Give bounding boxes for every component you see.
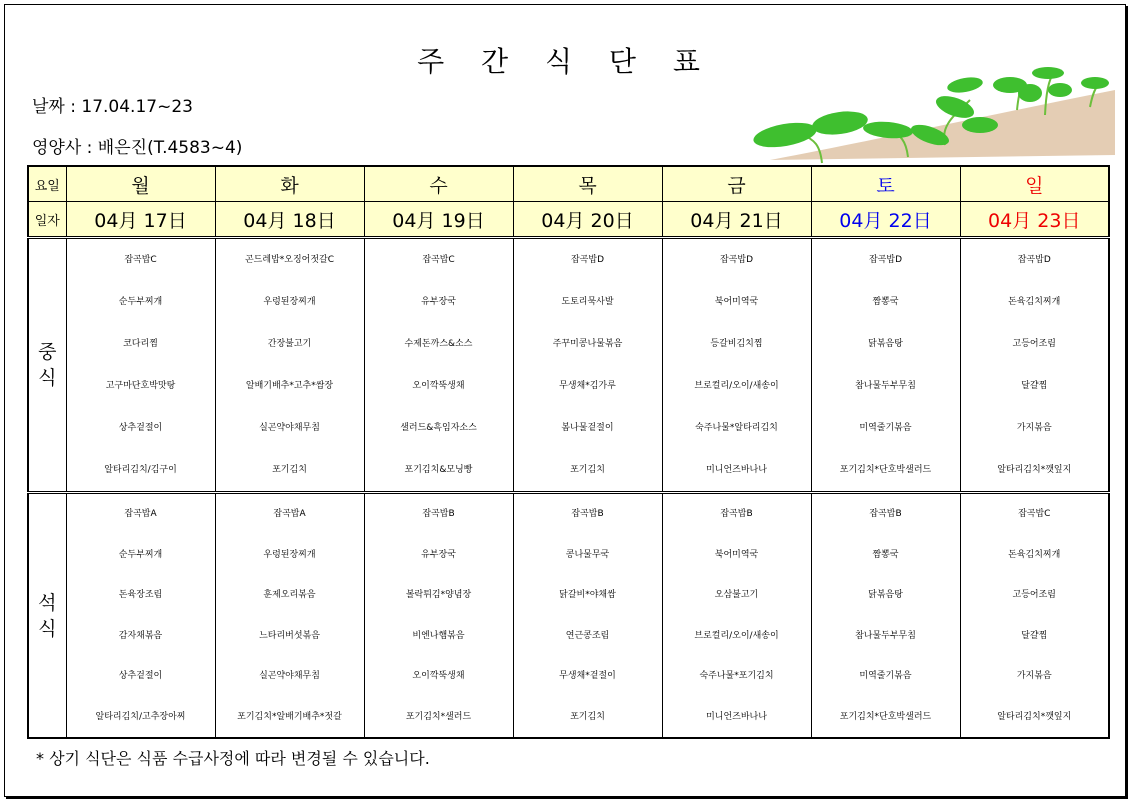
meal-label-char: 석	[38, 591, 57, 614]
menu-item: 알타리김치/김구이	[104, 465, 177, 475]
menu-item: 잡곡밥B	[869, 509, 902, 519]
menu-item: 샐러드&흑임자소스	[400, 423, 477, 433]
menu-item: 순두부찌개	[118, 297, 163, 307]
menu-item: 도토리묵사발	[561, 297, 614, 307]
menu-item: 감자채볶음	[118, 630, 163, 641]
menu-item: 유부장국	[421, 297, 456, 307]
menu-item: 닭갈비*야채쌈	[559, 590, 616, 600]
day-mon: 월	[66, 166, 215, 202]
menu-item: 브로컬리/오이/새송이	[694, 630, 779, 641]
menu-cell	[811, 238, 960, 493]
date-mon: 04月 17日	[66, 202, 215, 238]
menu-item: 곤드레밥*오징어젓갈C	[244, 255, 335, 265]
menu-item: 참나물두부무침	[855, 381, 916, 391]
menu-item: 포기김치	[570, 711, 605, 722]
menu-item: 짬뽕국	[872, 297, 899, 307]
menu-cell	[662, 238, 811, 493]
menu-item: 유부장국	[421, 549, 456, 560]
menu-item: 고구마단호박맛탕	[105, 381, 176, 391]
page-title: 주 간 식 단 표	[417, 45, 714, 78]
dietitian-info: 영양사 : 배은진(T.4583~4)	[32, 138, 243, 158]
menu-item: 돈육김치찌개	[1008, 297, 1061, 307]
menu-cell	[364, 493, 513, 739]
menu-item: 우렁된장찌개	[263, 549, 316, 560]
menu-item: 잡곡밥B	[571, 509, 604, 519]
date-wed: 04月 19日	[364, 202, 513, 238]
menu-item: 돈육김치찌개	[1008, 549, 1061, 560]
menu-item: 포기김치&모닝빵	[404, 465, 473, 475]
dinner-row	[28, 493, 1109, 739]
footer-note: * 상기 식단은 식품 수급사정에 따라 변경될 수 있습니다.	[36, 749, 430, 768]
menu-item: 우렁된장찌개	[263, 297, 316, 307]
menu-item: 참나물두부무침	[855, 630, 916, 641]
menu-item: 느타리버섯볶음	[259, 630, 320, 641]
menu-item: 볼락튀김*양념장	[405, 590, 472, 600]
menu-item: 미니언즈바나나	[706, 711, 767, 722]
menu-item: 닭볶음탕	[868, 339, 903, 349]
day-sun: 일	[960, 166, 1109, 202]
menu-item: 훈제오리볶음	[263, 590, 316, 600]
date-sun: 04月 23日	[960, 202, 1109, 238]
menu-item: 잡곡밥C	[124, 255, 157, 265]
menu-item: 잡곡밥D	[570, 255, 604, 265]
menu-item: 포기김치*단호박샐러드	[839, 711, 932, 722]
lunch-row	[28, 238, 1109, 493]
menu-item: 브로컬리/오이/새송이	[694, 381, 779, 391]
date-range: 날짜 : 17.04.17~23	[32, 97, 193, 117]
date-label: 일자	[28, 202, 66, 238]
meal-label-lunch	[28, 238, 66, 493]
menu-cell	[960, 493, 1109, 739]
date-fri: 04月 21日	[662, 202, 811, 238]
menu-item: 오삼불고기	[714, 590, 759, 600]
menu-item: 수제돈까스&소스	[404, 339, 473, 349]
menu-cell	[66, 493, 215, 739]
menu-item: 봄나물겉절이	[561, 423, 614, 433]
day-sat: 토	[811, 166, 960, 202]
menu-item: 포기김치*단호박샐러드	[839, 465, 932, 475]
menu-item: 잡곡밥A	[273, 509, 306, 519]
menu-item: 잡곡밥D	[868, 255, 902, 265]
menu-item: 상추겉절이	[118, 671, 163, 681]
date-sat: 04月 22日	[811, 202, 960, 238]
menu-cell	[364, 238, 513, 493]
menu-item: 고등어조림	[1012, 339, 1056, 349]
menu-item: 무생채*김가루	[559, 381, 616, 391]
menu-item: 잡곡밥D	[719, 255, 753, 265]
menu-item: 실곤약야채무침	[259, 671, 320, 681]
date-thu: 04月 20日	[513, 202, 662, 238]
meal-label-dinner	[28, 493, 66, 739]
day-row	[28, 166, 1109, 202]
menu-item: 북어미역국	[714, 549, 759, 560]
menu-item: 비엔나햄볶음	[412, 630, 465, 641]
menu-item: 미니언즈바나나	[706, 465, 767, 475]
menu-item: 잡곡밥D	[1017, 255, 1051, 265]
menu-item: 잡곡밥A	[124, 509, 157, 519]
menu-item: 미역줄기볶음	[859, 671, 912, 681]
menu-item: 코다리찜	[123, 339, 158, 349]
menu-item: 숙주나물*알타리김치	[695, 423, 778, 433]
menu-cell	[960, 238, 1109, 493]
menu-item: 돈육장조림	[118, 590, 163, 600]
menu-item: 포기김치*알배기배추*젓갈	[237, 711, 342, 722]
menu-item: 콩나물무국	[565, 549, 610, 560]
menu-cell	[811, 493, 960, 739]
menu-item: 실곤약야채무침	[259, 423, 320, 433]
meal-label-char: 중	[38, 341, 57, 363]
menu-item: 알타리김치*깻잎지	[997, 465, 1072, 475]
menu-cell	[215, 238, 364, 493]
day-tue: 화	[215, 166, 364, 202]
menu-item: 고등어조림	[1012, 590, 1056, 600]
menu-item: 포기김치	[570, 465, 605, 475]
menu-cell	[66, 238, 215, 493]
menu-cell	[215, 493, 364, 739]
menu-item: 무생채*겉절이	[559, 671, 616, 681]
menu-item: 상추겉절이	[118, 423, 163, 433]
menu-item: 오이깍뚝생채	[412, 381, 465, 391]
meal-label-char: 식	[38, 367, 57, 389]
menu-item: 간장불고기	[267, 339, 312, 349]
menu-item: 가지볶음	[1016, 423, 1052, 433]
date-row	[28, 202, 1109, 238]
menu-item: 달걀찜	[1021, 381, 1048, 391]
menu-item: 포기김치*샐러드	[405, 711, 472, 722]
menu-cell	[513, 493, 662, 739]
menu-cell	[513, 238, 662, 493]
day-thu: 목	[513, 166, 662, 202]
menu-item: 잡곡밥C	[1018, 509, 1051, 519]
menu-item: 달걀찜	[1021, 630, 1048, 641]
meal-label-char: 식	[38, 617, 57, 640]
menu-cell	[662, 493, 811, 739]
menu-item: 알배기배추*고추*쌈장	[245, 381, 334, 391]
menu-item: 순두부찌개	[118, 549, 163, 560]
day-wed: 수	[364, 166, 513, 202]
menu-item: 주꾸미콩나물볶음	[552, 339, 623, 349]
menu-item: 알타리김치/고추장아찌	[95, 711, 186, 722]
menu-item: 연근콩조림	[565, 630, 610, 641]
menu-item: 잡곡밥C	[422, 255, 455, 265]
day-fri: 금	[662, 166, 811, 202]
menu-item: 오이깍뚝생채	[412, 671, 465, 681]
menu-item: 닭볶음탕	[868, 590, 903, 600]
menu-item: 숙주나물*포기김치	[699, 671, 774, 681]
menu-item: 미역줄기볶음	[859, 423, 912, 433]
date-tue: 04月 18日	[215, 202, 364, 238]
menu-item: 가지볶음	[1016, 671, 1052, 681]
menu-item: 잡곡밥B	[422, 509, 455, 519]
menu-item: 알타리김치*깻잎지	[997, 711, 1072, 722]
day-label: 요일	[28, 166, 66, 202]
menu-item: 잡곡밥B	[720, 509, 753, 519]
menu-item: 짬뽕국	[872, 549, 899, 560]
sprout-illustration	[730, 45, 1120, 165]
menu-item: 포기김치	[272, 465, 307, 475]
weekly-menu-table	[27, 165, 1110, 739]
menu-item: 북어미역국	[714, 297, 759, 307]
menu-item: 등갈비김치찜	[710, 339, 763, 349]
